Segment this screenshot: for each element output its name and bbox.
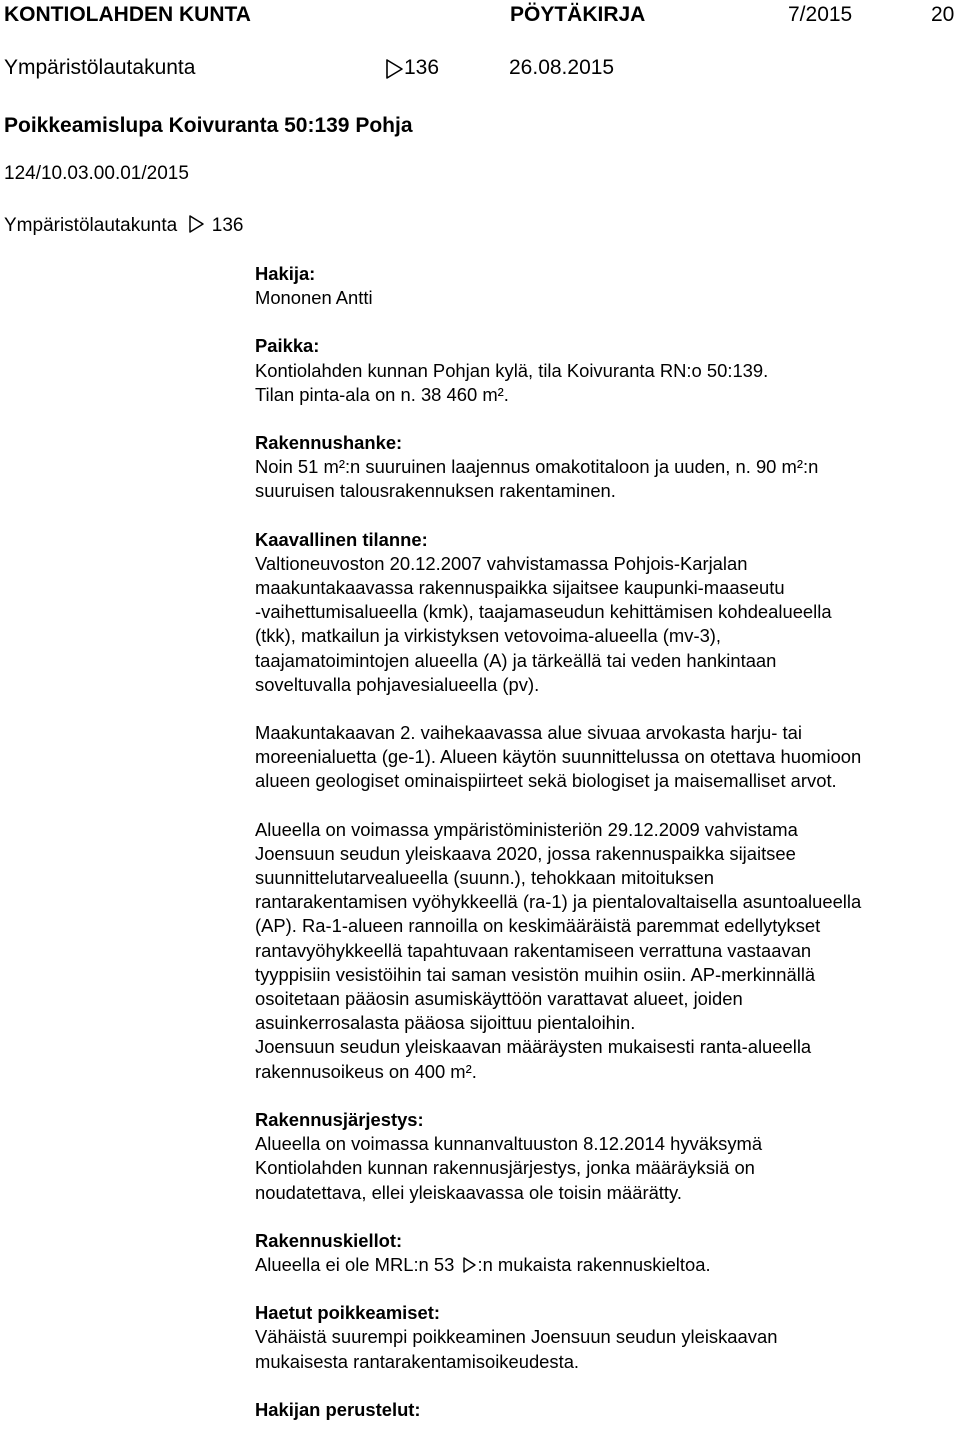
text-line: Valtioneuvoston 20.12.2007 vahvistamassa Pohjois-Karjalan	[255, 552, 748, 574]
paragraph	[255, 818, 955, 1084]
document-number: 7/2015	[788, 3, 853, 26]
text-line: (tkk), matkailun ja virkistyksen vetovoima-alueella (mv-3),	[255, 625, 722, 647]
text-line: asuinkerrosalasta pääosa sijoittuu pientaloihin.	[255, 1012, 636, 1034]
text-line: Joensuun seudun yleiskaava 2020, jossa rakennuspaikka sijaitsee	[255, 842, 796, 864]
arrow-right-icon	[462, 1257, 476, 1273]
section-hakijan-perustelut	[255, 1398, 955, 1422]
text-line	[255, 1253, 955, 1277]
section-rakennusjarjestys	[255, 1108, 955, 1205]
text-before-mark: Alueella ei ole MRL:n 53	[255, 1253, 455, 1275]
section-kaavallinen-tilanne	[255, 528, 955, 1084]
section-heading: Haetut poikkeamiset:	[255, 1302, 440, 1324]
text-line: soveltuvalla pohjavesialueella (pv).	[255, 673, 540, 695]
section-number: 136	[404, 56, 440, 79]
text-line: alueen geologiset ominaispiirteet sekä biologiset ja maisemalliset arvot.	[255, 770, 837, 792]
text-line: taajamatoimintojen alueella (A) ja tärkeällä tai veden hankintaan	[255, 649, 777, 671]
text-line: Alueella on voimassa kunnanvaltuuston 8.12.2014 hyväksymä	[255, 1133, 763, 1155]
section-heading: Rakennuskiellot:	[255, 1229, 403, 1251]
text-line: -vaihettumisalueella (kmk), taajamaseudun kehittämisen kohdealueella	[255, 601, 832, 623]
section-heading: Hakija:	[255, 263, 316, 284]
page-title: Poikkeamislupa Koivuranta 50:139 Pohja	[4, 114, 413, 137]
section-paikka	[255, 334, 955, 407]
text-line: maakuntakaavassa rakennuspaikka sijaitsee kaupunki-maaseutu	[255, 577, 785, 599]
text-line: moreenialuetta (ge-1). Alueen käytön suunnittelussa on otettava huomioon	[255, 746, 862, 768]
municipality-name: KONTIOLAHDEN KUNTA	[4, 3, 251, 26]
text-line: Tilan pinta-ala on n. 38 460 m².	[255, 383, 509, 405]
text-line: suunnittelutarvealueella (suunn.), tehokkaan mitoituksen	[255, 867, 715, 889]
text-line: Noin 51 m²:n suuruinen laajennus omakotitaloon ja uuden, n. 90 m²:n	[255, 456, 819, 478]
section-rakennuskiellot	[255, 1229, 955, 1277]
text-after-mark: :n mukaista rakennuskieltoa.	[477, 1253, 711, 1275]
applicant-name: Mononen Antti	[255, 287, 373, 309]
text-line: Vähäistä suurempi poikkeaminen Joensuun seudun yleiskaavan	[255, 1326, 778, 1348]
section-rakennushanke	[255, 431, 955, 504]
section-heading: Rakennushanke:	[255, 432, 403, 454]
text-line: rakennusoikeus on 400 m².	[255, 1060, 477, 1082]
meeting-date: 26.08.2015	[509, 56, 615, 79]
document-type: PÖYTÄKIRJA	[510, 3, 646, 26]
section-heading: Kaavallinen tilanne:	[255, 528, 428, 550]
text-line: (AP). Ra-1-alueen rannoilla on keskimääräistä paremmat edellytykset	[255, 915, 821, 937]
arrow-right-icon	[187, 214, 205, 234]
page-number: 20	[931, 3, 955, 26]
reference-section-number: 136	[211, 215, 244, 236]
paragraph	[255, 552, 955, 697]
text-line: osoitetaan pääosin asumiskäyttöön varattavat alueet, joiden	[255, 988, 743, 1010]
text-line: noudatettava, ellei yleiskaavassa ole toisin määrätty.	[255, 1181, 682, 1203]
text-line: suuruisen talousrakennuksen rakentaminen.	[255, 480, 616, 502]
text-line: Maakuntakaavan 2. vaihekaavassa alue sivuaa arvokasta harju- tai	[255, 722, 802, 744]
reference-number: 124/10.03.00.01/2015	[4, 163, 189, 184]
section-haetut-poikkeamiset	[255, 1301, 955, 1374]
text-line: rantarakentamisen vyöhykkeellä (ra-1) ja pientalovaltaisella asuntoalueella	[255, 891, 862, 913]
text-line: Kontiolahden kunnan Pohjan kylä, tila Koivuranta RN:o 50:139.	[255, 359, 769, 381]
text-line: rantavyöhykkeellä tapahtuvaan rakentamiseen verrattuna vastaavan	[255, 939, 812, 961]
paragraph	[255, 721, 955, 794]
section-heading: Hakijan perustelut:	[255, 1398, 421, 1420]
text-line: Kontiolahden kunnan rakennusjärjestys, jonka määräyksiä on	[255, 1157, 755, 1179]
section-hakija	[255, 262, 955, 310]
reference-board: Ympäristölautakunta	[4, 215, 178, 236]
text-line: Joensuun seudun yleiskaavan määräysten mukaisesti ranta-alueella	[255, 1036, 812, 1058]
document-body	[255, 262, 955, 1422]
section-heading: Paikka:	[255, 335, 320, 357]
reference-line	[4, 214, 243, 237]
text-line: mukaisesta rantarakentamisoikeudesta.	[255, 1350, 580, 1372]
board-name: Ympäristölautakunta	[4, 56, 196, 79]
text-line: tyyppisiin vesistöihin tai saman vesistön muihin osiin. AP-merkinnällä	[255, 963, 816, 985]
text-line: Alueella on voimassa ympäristöministeriön 29.12.2009 vahvistama	[255, 818, 798, 840]
section-heading: Rakennusjärjestys:	[255, 1108, 424, 1130]
arrow-right-icon	[384, 58, 404, 80]
